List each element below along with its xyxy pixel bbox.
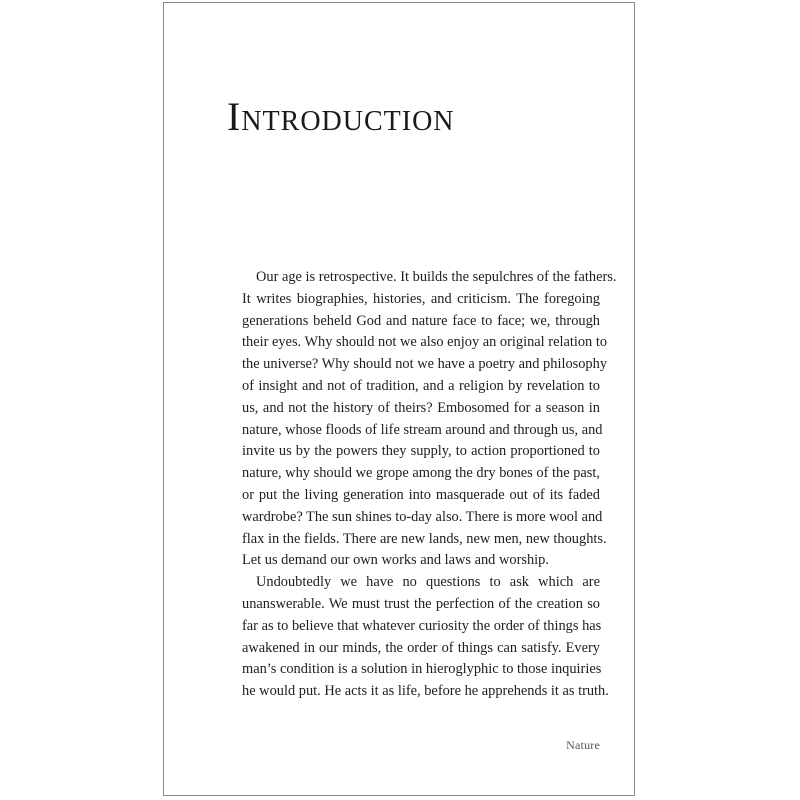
- text-line: flax in the fields. There are new lands, new men, new thoughts.: [242, 530, 607, 547]
- text-line: man’s condition is a solution in hieroglyphic to those inquiries: [242, 661, 602, 678]
- text-line: unanswerable. We must trust the perfection of the creation so: [242, 595, 600, 612]
- text-line: or put the living generation into masquerade out of its faded: [242, 486, 600, 503]
- text-line: the universe? Why should not we have a poetry and philosophy: [242, 356, 608, 373]
- chapter-title: Introduction: [227, 94, 455, 139]
- text-line: Undoubtedly we have no questions to ask which are: [256, 574, 600, 591]
- running-footer: Nature: [566, 738, 600, 752]
- text-line: nature, whose floods of life stream around and through us, and: [242, 421, 603, 438]
- text-line: of insight and not of tradition, and a religion by revelation to: [242, 377, 600, 394]
- text-line: Let us demand our own works and laws and worship.: [242, 552, 549, 569]
- text-line: far as to believe that whatever curiosity the order of things has: [242, 617, 602, 634]
- text-line: awakened in our minds, the order of things can satisfy. Every: [242, 639, 600, 656]
- text-line: their eyes. Why should not we also enjoy an original relation to: [242, 334, 608, 351]
- text-line: wardrobe? The sun shines to-day also. There is more wool and: [242, 508, 603, 525]
- text-line: It writes biographies, histories, and criticism. The foregoing: [242, 290, 600, 307]
- book-page: [163, 2, 635, 796]
- body-text: [242, 267, 617, 703]
- text-line: nature, why should we grope among the dry bones of the past,: [242, 465, 600, 482]
- paragraph-2: [242, 572, 609, 703]
- paragraph-1: [242, 267, 617, 572]
- text-line: us, and not the history of theirs? Embosomed for a season in: [242, 399, 600, 416]
- text-line: Our age is retrospective. It builds the sepulchres of the fathers.: [256, 269, 617, 285]
- text-line: he would put. He acts it as life, before he apprehends it as truth.: [242, 683, 609, 700]
- text-line: invite us by the powers they supply, to action proportioned to: [242, 443, 600, 460]
- text-line: generations beheld God and nature face to face; we, through: [242, 312, 600, 329]
